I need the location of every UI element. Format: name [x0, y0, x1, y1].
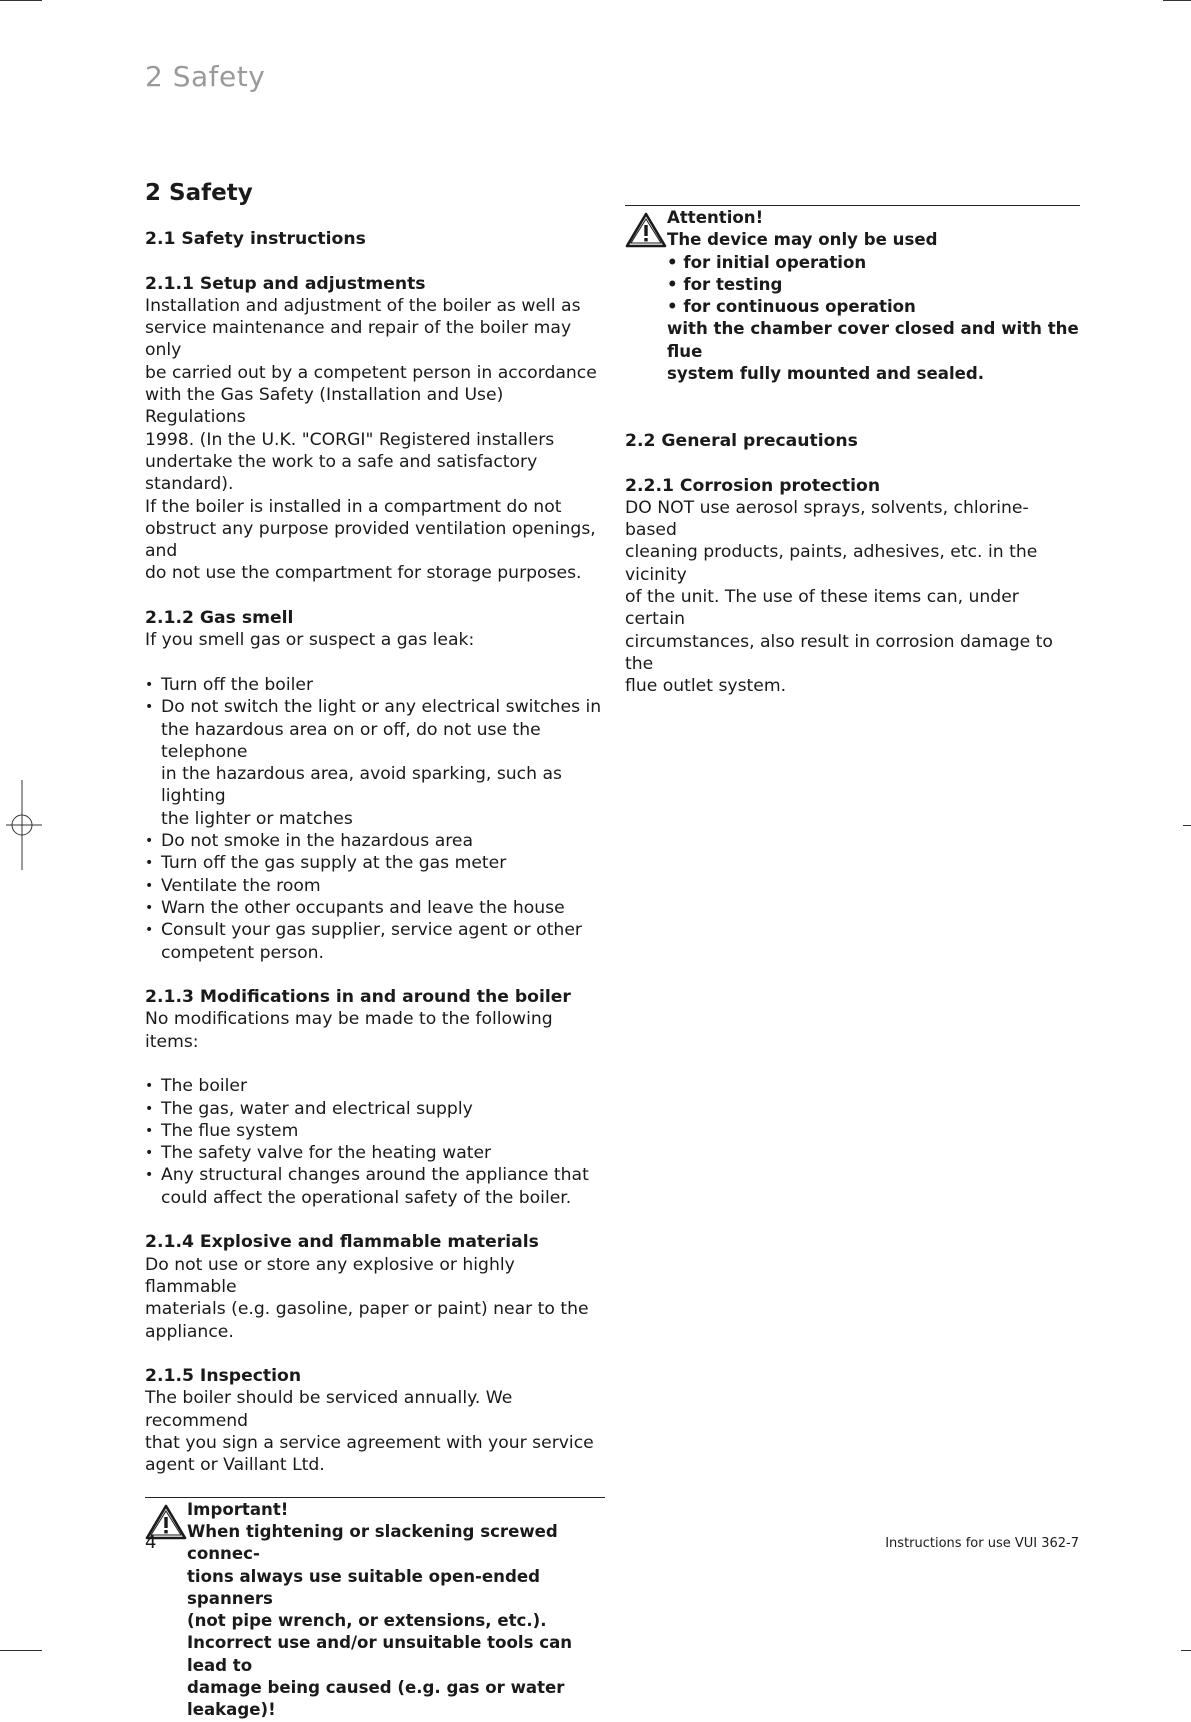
text-line: appliance. — [145, 1321, 234, 1342]
text-line: The device may only be used — [667, 230, 938, 250]
text-line: with the Gas Safety (Installation and Use) Regulations — [145, 385, 504, 428]
paragraph — [145, 1254, 605, 1343]
text-line: DO NOT use aerosol sprays, solvents, chlorine-based — [625, 497, 1029, 541]
list-item — [145, 875, 605, 897]
paragraph — [625, 497, 1080, 698]
text-line: service maintenance and repair of the boiler may only — [145, 318, 572, 361]
attention-notice — [625, 205, 1080, 385]
text-line: that you sign a service agreement with your service — [145, 1433, 594, 1454]
text-line: • Ventilate the room — [161, 875, 321, 896]
text-line: be carried out by a competent person in accordance — [145, 362, 597, 383]
crop-mark — [0, 1650, 42, 1651]
text-line: • Warn the other occupants and leave the house — [161, 897, 565, 918]
subsection-heading: 2.2.1 Corrosion protection — [625, 475, 881, 496]
crop-mark — [1183, 825, 1191, 826]
text-line: undertake the work to a safe and satisfactory standard). — [145, 451, 538, 495]
text-line: Incorrect use and/or unsuitable tools can lead to — [187, 1633, 573, 1675]
subsection-heading: 2.1.5 Inspection — [145, 1366, 302, 1387]
text-line: • Any structural changes around the appliance that — [161, 1165, 589, 1186]
text-line: (not pipe wrench, or extensions, etc.). — [187, 1611, 547, 1631]
list-item — [145, 1120, 605, 1142]
text-line: • for initial operation — [667, 252, 867, 272]
subsection-heading: 2.1.1 Setup and adjustments — [145, 273, 426, 294]
text-line: 1998. (In the U.K. "CORGI" Registered installers — [145, 429, 555, 450]
subsection-heading: 2.1.2 Gas smell — [145, 608, 294, 629]
text-line: the lighter or matches — [161, 808, 353, 829]
text-line: tions always use suitable open-ended spanners — [187, 1566, 540, 1608]
list-item — [145, 1075, 605, 1097]
section-heading: 2.1 Safety instructions — [145, 229, 366, 249]
text-line: agent or Vaillant Ltd. — [145, 1455, 325, 1476]
text-line: • The boiler — [161, 1076, 248, 1097]
subsection-heading: 2.1.3 Modifications in and around the boiler — [145, 987, 571, 1008]
text-line: in the hazardous area, avoid sparking, such as lighting — [161, 764, 562, 807]
text-line: When tightening or slackening screwed connec- — [187, 1521, 558, 1564]
text-line: with the chamber cover closed and with the flue — [667, 319, 1079, 361]
text-line: the hazardous area on or off, do not use the telephone — [161, 719, 541, 762]
list-item — [145, 1164, 605, 1209]
crop-mark — [1163, 0, 1191, 1]
list-item — [145, 1142, 605, 1164]
right-column — [625, 205, 1080, 698]
text-line: • Consult your gas supplier, service agent or other — [161, 920, 582, 941]
text-line: • The flue system — [161, 1120, 299, 1141]
paragraph: No modifications may be made to the following items: — [145, 1009, 553, 1052]
warning-triangle-icon — [625, 212, 667, 248]
footer-doc-title: Instructions for use VUI 362-7 — [885, 1536, 1079, 1551]
notice-label: Important! — [187, 1499, 289, 1519]
text-line: circumstances, also result in corrosion damage to the — [625, 631, 1053, 674]
text-line: If the boiler is installed in a compartment do not — [145, 496, 562, 517]
page-number: 4 — [145, 1532, 157, 1553]
text-line: do not use the compartment for storage purposes. — [145, 563, 582, 584]
list-item — [145, 1098, 605, 1120]
list-item — [145, 830, 605, 852]
text-line: • Turn off the gas supply at the gas meter — [161, 853, 507, 874]
bullet-list — [145, 674, 605, 964]
subsection-heading: 2.1.4 Explosive and flammable materials — [145, 1232, 539, 1253]
list-item — [145, 852, 605, 874]
paragraph — [145, 295, 605, 585]
crop-mark — [1181, 1650, 1191, 1651]
text-line: • The safety valve for the heating water — [161, 1143, 492, 1164]
text-line: The boiler should be serviced annually. We recommend — [145, 1388, 513, 1431]
text-line: cleaning products, paints, adhesives, etc. in the vicinity — [625, 542, 1038, 585]
text-line: materials (e.g. gasoline, paper or paint) near to the — [145, 1299, 589, 1320]
left-column — [145, 178, 605, 1722]
text-line: • Do not switch the light or any electrical switches in — [161, 697, 602, 718]
text-line: obstruct any purpose provided ventilation openings, and — [145, 518, 596, 562]
crop-mark — [0, 0, 42, 1]
text-line: • for testing — [667, 274, 783, 294]
paragraph: If you smell gas or suspect a gas leak: — [145, 630, 475, 651]
important-notice — [145, 1497, 605, 1722]
running-header: 2 Safety — [145, 60, 266, 93]
notice-label: Attention! — [667, 208, 764, 227]
list-item — [145, 897, 605, 919]
registration-mark-icon — [4, 780, 42, 870]
text-line: system fully mounted and sealed. — [667, 364, 985, 384]
list-item — [145, 674, 605, 696]
text-line: Do not use or store any explosive or highly flammable — [145, 1254, 515, 1297]
text-line: • The gas, water and electrical supply — [161, 1098, 473, 1119]
text-line: • Do not smoke in the hazardous area — [161, 831, 474, 852]
section-heading: 2.2 General precautions — [625, 430, 858, 451]
list-item — [145, 919, 605, 964]
text-line: flue outlet system. — [625, 676, 787, 697]
text-line: damage being caused (e.g. gas or water leakage)! — [187, 1678, 565, 1720]
bullet-list — [145, 1075, 605, 1209]
paragraph — [145, 1387, 605, 1476]
list-item — [145, 696, 605, 830]
text-line: could affect the operational safety of the boiler. — [161, 1187, 572, 1208]
text-line: • Turn off the boiler — [161, 674, 314, 695]
page-title: 2 Safety — [145, 180, 253, 206]
text-line: of the unit. The use of these items can, under certain — [625, 587, 1019, 630]
text-line: • for continuous operation — [667, 297, 916, 317]
text-line: competent person. — [161, 942, 324, 963]
text-line: Installation and adjustment of the boiler as well as — [145, 295, 581, 316]
